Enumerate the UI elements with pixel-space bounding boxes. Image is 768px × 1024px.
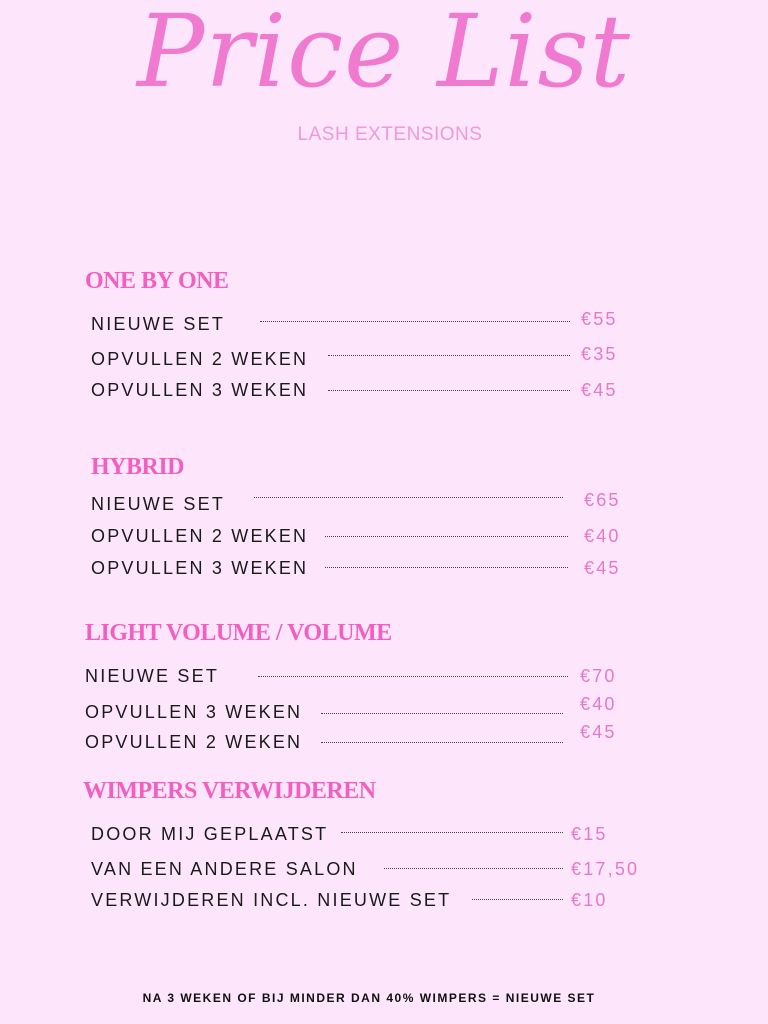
service-name: OPVULLEN 2 WEKEN <box>85 732 303 752</box>
dotted-leader <box>325 567 568 568</box>
service-price: €15 <box>571 824 608 844</box>
section-heading-wimpers-verwijderen: WIMPERS VERWIJDEREN <box>83 778 376 804</box>
dotted-leader <box>325 536 568 537</box>
dotted-leader <box>384 868 563 869</box>
service-price: €55 <box>581 309 618 329</box>
service-price: €17,50 <box>571 859 640 879</box>
dotted-leader <box>258 676 568 677</box>
dotted-leader <box>472 899 563 900</box>
dotted-leader <box>328 355 570 356</box>
price-row <box>85 664 645 688</box>
service-price: €10 <box>571 890 608 910</box>
service-name: NIEUWE SET <box>91 314 226 334</box>
service-name: OPVULLEN 3 WEKEN <box>85 702 303 722</box>
price-row <box>85 694 645 724</box>
footer-note: NA 3 WEKEN OF BIJ MINDER DAN 40% WIMPERS = NIEUWE SET <box>142 991 596 1005</box>
service-name: OPVULLEN 2 WEKEN <box>91 526 309 546</box>
price-row <box>91 378 651 402</box>
price-row <box>91 888 691 912</box>
section-heading-light-volume: LIGHT VOLUME / VOLUME <box>85 620 392 646</box>
page-title: Price List <box>137 0 631 110</box>
service-name: NIEUWE SET <box>91 494 226 514</box>
price-row <box>91 492 651 516</box>
dotted-leader <box>341 832 563 833</box>
service-name: DOOR MIJ GEPLAATST <box>91 824 329 844</box>
dotted-leader <box>254 497 563 498</box>
service-price: €35 <box>581 344 618 364</box>
service-price: €40 <box>580 694 617 714</box>
service-name: OPVULLEN 2 WEKEN <box>91 349 309 369</box>
price-row <box>91 556 651 580</box>
price-row <box>91 857 691 881</box>
price-row <box>85 722 645 754</box>
service-name: VERWIJDEREN INCL. NIEUWE SET <box>91 890 452 910</box>
dotted-leader <box>328 390 570 391</box>
service-price: €45 <box>580 722 617 742</box>
price-row <box>91 822 691 846</box>
service-name: NIEUWE SET <box>85 666 220 686</box>
service-price: €65 <box>584 490 621 510</box>
dotted-leader <box>260 321 570 322</box>
price-row <box>91 524 651 548</box>
service-price: €45 <box>581 380 618 400</box>
service-price: €40 <box>584 526 621 546</box>
page-subtitle: LASH EXTENSIONS <box>297 124 483 145</box>
service-name: OPVULLEN 3 WEKEN <box>91 558 309 578</box>
dotted-leader <box>321 742 563 743</box>
service-price: €45 <box>584 558 621 578</box>
price-row <box>91 344 651 371</box>
section-heading-hybrid: HYBRID <box>91 454 185 480</box>
service-name: OPVULLEN 3 WEKEN <box>91 380 309 400</box>
service-name: VAN EEN ANDERE SALON <box>91 859 358 879</box>
dotted-leader <box>321 713 563 714</box>
section-heading-one-by-one: ONE BY ONE <box>85 268 229 294</box>
price-row <box>91 309 651 336</box>
service-price: €70 <box>580 666 617 686</box>
